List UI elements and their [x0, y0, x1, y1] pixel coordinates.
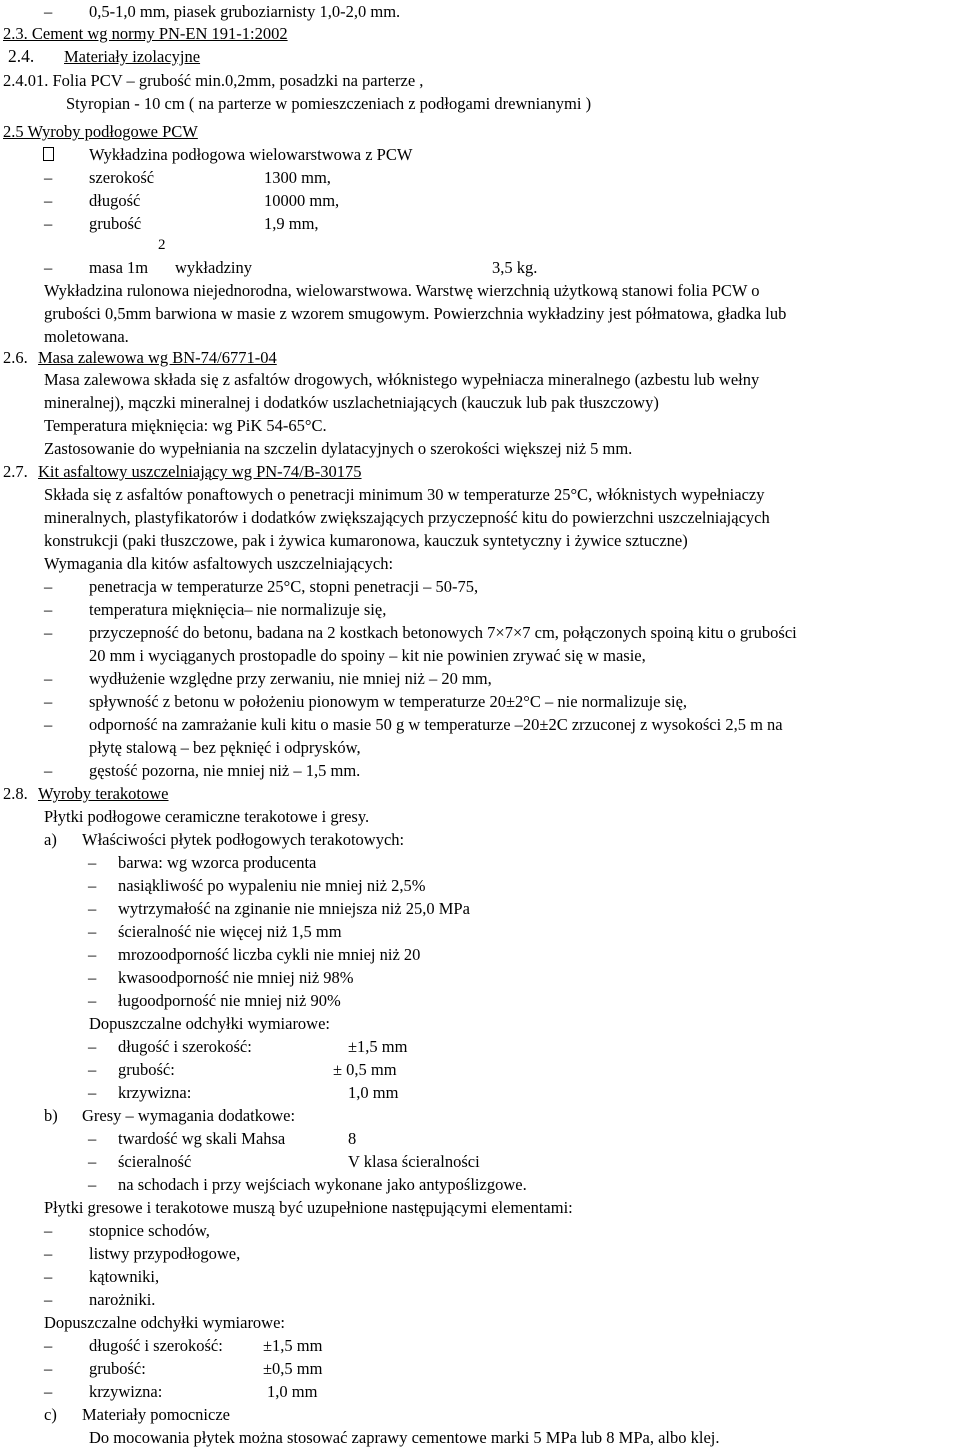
list-item [0, 897, 960, 920]
spec-label: grubość: [89, 1359, 146, 1378]
subsection-letter: a) [44, 830, 57, 849]
list-dash: – [44, 761, 53, 780]
line-text: płytę stalową – bez pęknięć i odprysków, [89, 738, 361, 757]
list-dash: – [44, 1221, 53, 1240]
spec-label: długość [89, 191, 141, 210]
line-text: listwy przypodłogowe, [89, 1244, 241, 1263]
list-dash: – [44, 191, 53, 210]
section-heading-2-4 [0, 45, 960, 68]
paragraph-line [0, 437, 960, 460]
list-dash: – [44, 1359, 53, 1378]
list-item [0, 851, 960, 874]
line-text: Do mocowania płytek można stosować zaprawy cementowe marki 5 MPa lub 8 MPa, albo klej. [89, 1428, 720, 1447]
line-text: stopnice schodów, [89, 1221, 210, 1240]
line-text: mineralnej), mączki mineralnej i dodatków uszlachetniających (kauczuk lub pak tłuszczowy) [44, 393, 659, 412]
superscript-2: 2 [158, 237, 166, 253]
list-item [0, 874, 960, 897]
text-line [0, 143, 960, 166]
spec-value: 10000 mm, [264, 191, 340, 210]
spec-row [0, 1380, 960, 1403]
list-dash: – [44, 258, 53, 277]
line-text: nasiąkliwość po wypaleniu nie mniej niż 2,5% [118, 876, 426, 895]
spec-label: grubość: [118, 1060, 175, 1079]
text-line [0, 92, 960, 115]
spec-row [0, 189, 960, 212]
list-dash: – [44, 577, 53, 596]
heading-text: 2.5 Wyroby podłogowe PCW [3, 122, 198, 141]
list-item-cont [0, 644, 960, 667]
list-item [0, 598, 960, 621]
paragraph-line [0, 414, 960, 437]
text-line [0, 69, 960, 92]
spec-value: ±1,5 mm [348, 1037, 408, 1056]
subsection-letter: c) [44, 1405, 57, 1424]
line-text: Masa zalewowa składa się z asfaltów drogowych, włóknistego wypełniacza mineralnego (azbestu lub wełny [44, 370, 760, 389]
subsection-c [0, 1403, 960, 1426]
list-item [0, 759, 960, 782]
heading-text: 2.3. Cement wg normy PN-EN 191-1:2002 [3, 24, 288, 43]
line-text: Wykładzina rulonowa niejednorodna, wielowarstwowa. Warstwę wierzchnią użytkową stanowi folia PCW o [44, 281, 760, 300]
list-dash: – [44, 1290, 53, 1309]
list-item [0, 989, 960, 1012]
bullet-box-icon [43, 147, 54, 161]
line-text: przyczepność do betonu, badana na 2 kostkach betonowych 7×7×7 cm, połączonych spoiną kitu o grubości [89, 623, 797, 642]
section-heading-2-3 [0, 22, 960, 45]
line-text: 2.4.01. Folia PCV – grubość min.0,2mm, posadzki na parterze , [3, 71, 424, 90]
spec-row [0, 1081, 960, 1104]
spec-row [0, 256, 960, 279]
heading-text: Wyroby terakotowe [38, 784, 169, 803]
paragraph-line [0, 302, 960, 325]
section-heading-2-6 [0, 346, 960, 369]
text-line [0, 0, 960, 23]
line-text: 0,5-1,0 mm, piasek gruboziarnisty 1,0-2,0 mm. [89, 2, 401, 21]
heading-text: Masa zalewowa wg BN-74/6771-04 [38, 348, 277, 367]
line-text: Wykładzina podłogowa wielowarstwowa z PCW [89, 145, 413, 164]
subsection-b [0, 1104, 960, 1127]
spec-value: 3,5 kg. [492, 258, 538, 277]
list-item [0, 943, 960, 966]
spec-value: 1,0 mm [348, 1083, 399, 1102]
spec-value: 8 [348, 1129, 357, 1148]
heading-number: 2.7. [3, 462, 28, 481]
paragraph-line [0, 1012, 960, 1035]
paragraph-line [0, 529, 960, 552]
spec-row [0, 1058, 960, 1081]
list-item [0, 1265, 960, 1288]
list-item [0, 621, 960, 644]
heading-text: Materiały izolacyjne [64, 47, 201, 66]
spec-row [0, 166, 960, 189]
list-dash: – [88, 991, 97, 1010]
list-dash: – [44, 623, 53, 642]
list-dash: – [44, 1382, 53, 1401]
heading-number: 2.8. [3, 784, 28, 803]
line-text: 20 mm i wyciąganych prostopadle do spoiny – kit nie powinien zrywać się w masie, [89, 646, 646, 665]
line-text: barwa: wg wzorca producenta [118, 853, 317, 872]
spec-label: krzywizna: [118, 1083, 192, 1102]
list-item [0, 713, 960, 736]
paragraph-line [0, 1311, 960, 1334]
list-dash: – [44, 600, 53, 619]
list-dash: – [44, 1336, 53, 1355]
subsection-letter: b) [44, 1106, 58, 1125]
line-text: Wymagania dla kitów asfaltowych uszczelniających: [44, 554, 394, 573]
paragraph-line [0, 1426, 960, 1449]
list-dash: – [88, 1129, 97, 1148]
spec-row [0, 1150, 960, 1173]
paragraph-line [0, 325, 960, 348]
line-text: konstrukcji (paki tłuszczowe, pak i żywica kumaronowa, kauczuk syntetyczny i żywice sztuczne) [44, 531, 688, 550]
superscript-line [0, 234, 960, 257]
spec-row [0, 1357, 960, 1380]
line-text: wydłużenie względne przy zerwaniu, nie mniej niż – 20 mm, [89, 669, 492, 688]
list-item [0, 690, 960, 713]
list-dash: – [88, 1175, 97, 1194]
spec-value: 1,0 mm [267, 1382, 318, 1401]
line-text: odporność na zamrażanie kuli kitu o masie 50 g w temperaturze –20±2C zrzuconej z wysokości 2,5 m na [89, 715, 783, 734]
spec-row [0, 212, 960, 235]
line-text: penetracja w temperaturze 25°C, stopni penetracji – 50-75, [89, 577, 479, 596]
list-dash: – [44, 692, 53, 711]
list-item [0, 966, 960, 989]
list-dash: – [88, 945, 97, 964]
line-text: mineralnych, plastyfikatorów i dodatków zwiększających przyczepność kitu do powierzchni uszczelniających [44, 508, 770, 527]
list-dash: – [88, 1037, 97, 1056]
spec-label: ścieralność [118, 1152, 192, 1171]
line-text: Płytki podłogowe ceramiczne terakotowe i gresy. [44, 807, 370, 826]
list-item [0, 667, 960, 690]
list-dash: – [88, 1083, 97, 1102]
spec-label: grubość [89, 214, 142, 233]
subsection-title: Materiały pomocnicze [82, 1405, 230, 1424]
spec-label: twardość wg skali Mahsa [118, 1129, 286, 1148]
spec-label: szerokość [89, 168, 155, 187]
list-dash: – [44, 214, 53, 233]
list-item [0, 1173, 960, 1196]
list-dash: – [44, 1267, 53, 1286]
paragraph-line [0, 552, 960, 575]
subsection-a [0, 828, 960, 851]
list-dash: – [88, 876, 97, 895]
list-item-cont [0, 736, 960, 759]
list-dash: – [44, 669, 53, 688]
subsection-title: Gresy – wymagania dodatkowe: [82, 1106, 296, 1125]
spec-row [0, 1035, 960, 1058]
line-text: Dopuszczalne odchyłki wymiarowe: [89, 1014, 331, 1033]
line-text: Dopuszczalne odchyłki wymiarowe: [44, 1313, 286, 1332]
line-text: Płytki gresowe i terakotowe muszą być uzupełnione następującymi elementami: [44, 1198, 573, 1217]
list-dash: – [88, 1060, 97, 1079]
line-text: Składa się z asfaltów ponaftowych o penetracji minimum 30 w temperaturze 25°C, włóknistych wypełniaczy [44, 485, 765, 504]
line-text: ścieralność nie więcej niż 1,5 mm [118, 922, 342, 941]
line-text: kątowniki, [89, 1267, 160, 1286]
section-heading-2-5 [0, 120, 960, 143]
paragraph-line [0, 391, 960, 414]
list-item [0, 1242, 960, 1265]
list-dash: – [88, 968, 97, 987]
spec-value: 1300 mm, [264, 168, 331, 187]
line-text: mrozoodporność liczba cykli nie mniej niż 20 [118, 945, 421, 964]
list-dash: – [88, 922, 97, 941]
paragraph-line [0, 279, 960, 302]
section-heading-2-7 [0, 460, 960, 483]
paragraph-line [0, 805, 960, 828]
spec-value: ±0,5 mm [263, 1359, 323, 1378]
spec-label: długość i szerokość: [89, 1336, 223, 1355]
line-text: moletowana. [44, 327, 129, 346]
line-text: narożniki. [89, 1290, 156, 1309]
heading-number: 2.4. [8, 46, 35, 66]
line-text: Styropian - 10 cm ( na parterze w pomieszczeniach z podłogami drewnianymi ) [66, 94, 592, 113]
list-dash: – [88, 853, 97, 872]
line-text: gęstość pozorna, nie mniej niż – 1,5 mm. [89, 761, 361, 780]
spec-label: krzywizna: [89, 1382, 163, 1401]
paragraph-line [0, 1196, 960, 1219]
list-dash: – [44, 2, 53, 21]
list-item [0, 920, 960, 943]
subsection-title: Właściwości płytek podłogowych terakotowych: [82, 830, 405, 849]
line-text: temperatura mięknięcia– nie normalizuje się, [89, 600, 387, 619]
spec-row [0, 1334, 960, 1357]
line-text: spływność z betonu w położeniu pionowym w temperaturze 20±2°C – nie normalizuje się, [89, 692, 688, 711]
line-text: ługoodporność nie mniej niż 90% [118, 991, 341, 1010]
list-dash: – [88, 1152, 97, 1171]
list-dash: – [44, 168, 53, 187]
heading-number: 2.6. [3, 348, 28, 367]
list-item [0, 1219, 960, 1242]
spec-value: 1,9 mm, [264, 214, 319, 233]
list-dash: – [88, 899, 97, 918]
list-dash: – [44, 1244, 53, 1263]
list-item [0, 1288, 960, 1311]
line-text: grubości 0,5mm barwiona w masie z wzorem smugowym. Powierzchnia wykładziny jest półmatowa, gładka lub [44, 304, 787, 323]
spec-value: ± 0,5 mm [333, 1060, 397, 1079]
paragraph-line [0, 483, 960, 506]
line-text: Zastosowanie do wypełniania na szczelin dylatacyjnych o szerokości większej niż 5 mm. [44, 439, 633, 458]
spec-value: ±1,5 mm [263, 1336, 323, 1355]
paragraph-line [0, 368, 960, 391]
paragraph-line [0, 506, 960, 529]
line-text: Temperatura mięknięcia: wg PiK 54-65°C. [44, 416, 327, 435]
heading-text: Kit asfaltowy uszczelniający wg PN-74/B-30175 [38, 462, 362, 481]
spec-label: długość i szerokość: [118, 1037, 252, 1056]
section-heading-2-8 [0, 782, 960, 805]
line-text: kwasoodporność nie mniej niż 98% [118, 968, 354, 987]
spec-label-cont: wykładziny [175, 258, 252, 277]
line-text: na schodach i przy wejściach wykonane jako antypoślizgowe. [118, 1175, 527, 1194]
line-text: wytrzymałość na zginanie nie mniejsza niż 25,0 MPa [118, 899, 470, 918]
spec-value: V klasa ścieralności [348, 1152, 480, 1171]
list-dash: – [44, 715, 53, 734]
list-item [0, 575, 960, 598]
spec-row [0, 1127, 960, 1150]
spec-label: masa 1m [89, 258, 149, 277]
